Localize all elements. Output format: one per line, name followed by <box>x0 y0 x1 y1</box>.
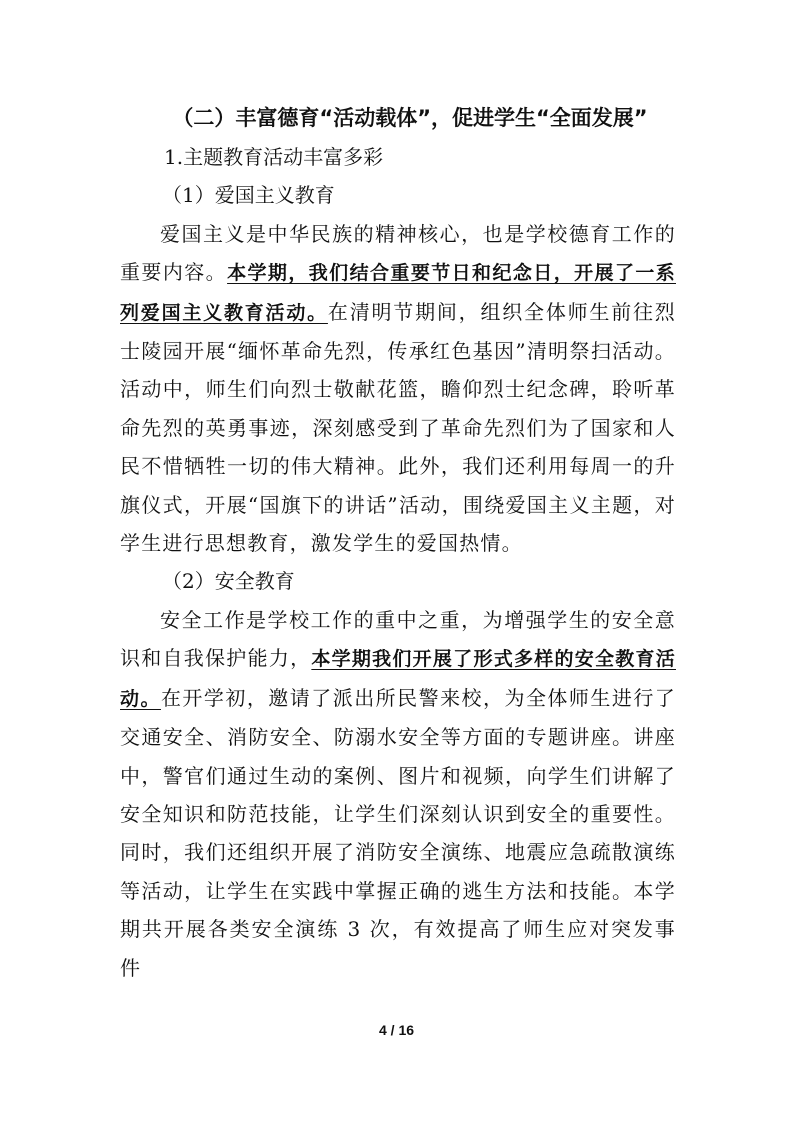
item1-heading: （1）爱国主义教育 <box>162 183 335 208</box>
item2-paragraph <box>120 601 676 987</box>
item2-highlight: 本学期我们开展了形式多样的安全教育活动。 <box>120 648 676 710</box>
item1-text-before: 爱国主义是中华民族的精神核心，也是学校德育工作的重要内容。 <box>120 221 676 285</box>
item2-text-after: 在开学初，邀请了派出所民警来校，为全体师生进行了交通安全、消防安全、防溺水安全等方面的专题讲座。讲座中，警官们通过生动的案例、图片和视频，向学生们讲解了安全知识和防范技能，让学生们深刻认识到安全的重要性。同时，我们还组织开展了消防安全演练、地震应急疏散演练等活动，让学生在实践中掌握正确的逃生方法和技能。本学期共开展各类安全演练 3 次，有效提高了师生应对突发事件 <box>120 685 676 980</box>
item1-highlight: 本学期，我们结合重要节日和纪念日，开展了一系列爱国主义教育活动。 <box>120 262 676 324</box>
page-content <box>120 98 676 987</box>
page-number: 4 / 16 <box>378 1022 415 1038</box>
item2-heading: （2）安全教育 <box>162 569 295 594</box>
section-heading: （二）丰富德育“活动载体”，促进学生“全面发展” <box>172 106 648 130</box>
item1-paragraph <box>120 215 676 563</box>
subsection-heading: 1.主题教育活动丰富多彩 <box>164 145 384 169</box>
item1-text-after: 在清明节期间，组织全体师生前往烈士陵园开展“缅怀革命先烈，传承红色基因”清明祭扫活动。活动中，师生们向烈士敬献花篮，瞻仰烈士纪念碑，聆听革命先烈的英勇事迹，深刻感受到了革命先烈们为了国家和人民不惜牺牲一切的伟大精神。此外，我们还利用每周一的升旗仪式，开展“国旗下的讲话”活动，围绕爱国主义主题，对学生进行思想教育，激发学生的爱国热情。 <box>120 299 676 556</box>
item2-text-before: 安全工作是学校工作的重中之重，为增强学生的安全意识和自我保护能力， <box>120 607 676 671</box>
